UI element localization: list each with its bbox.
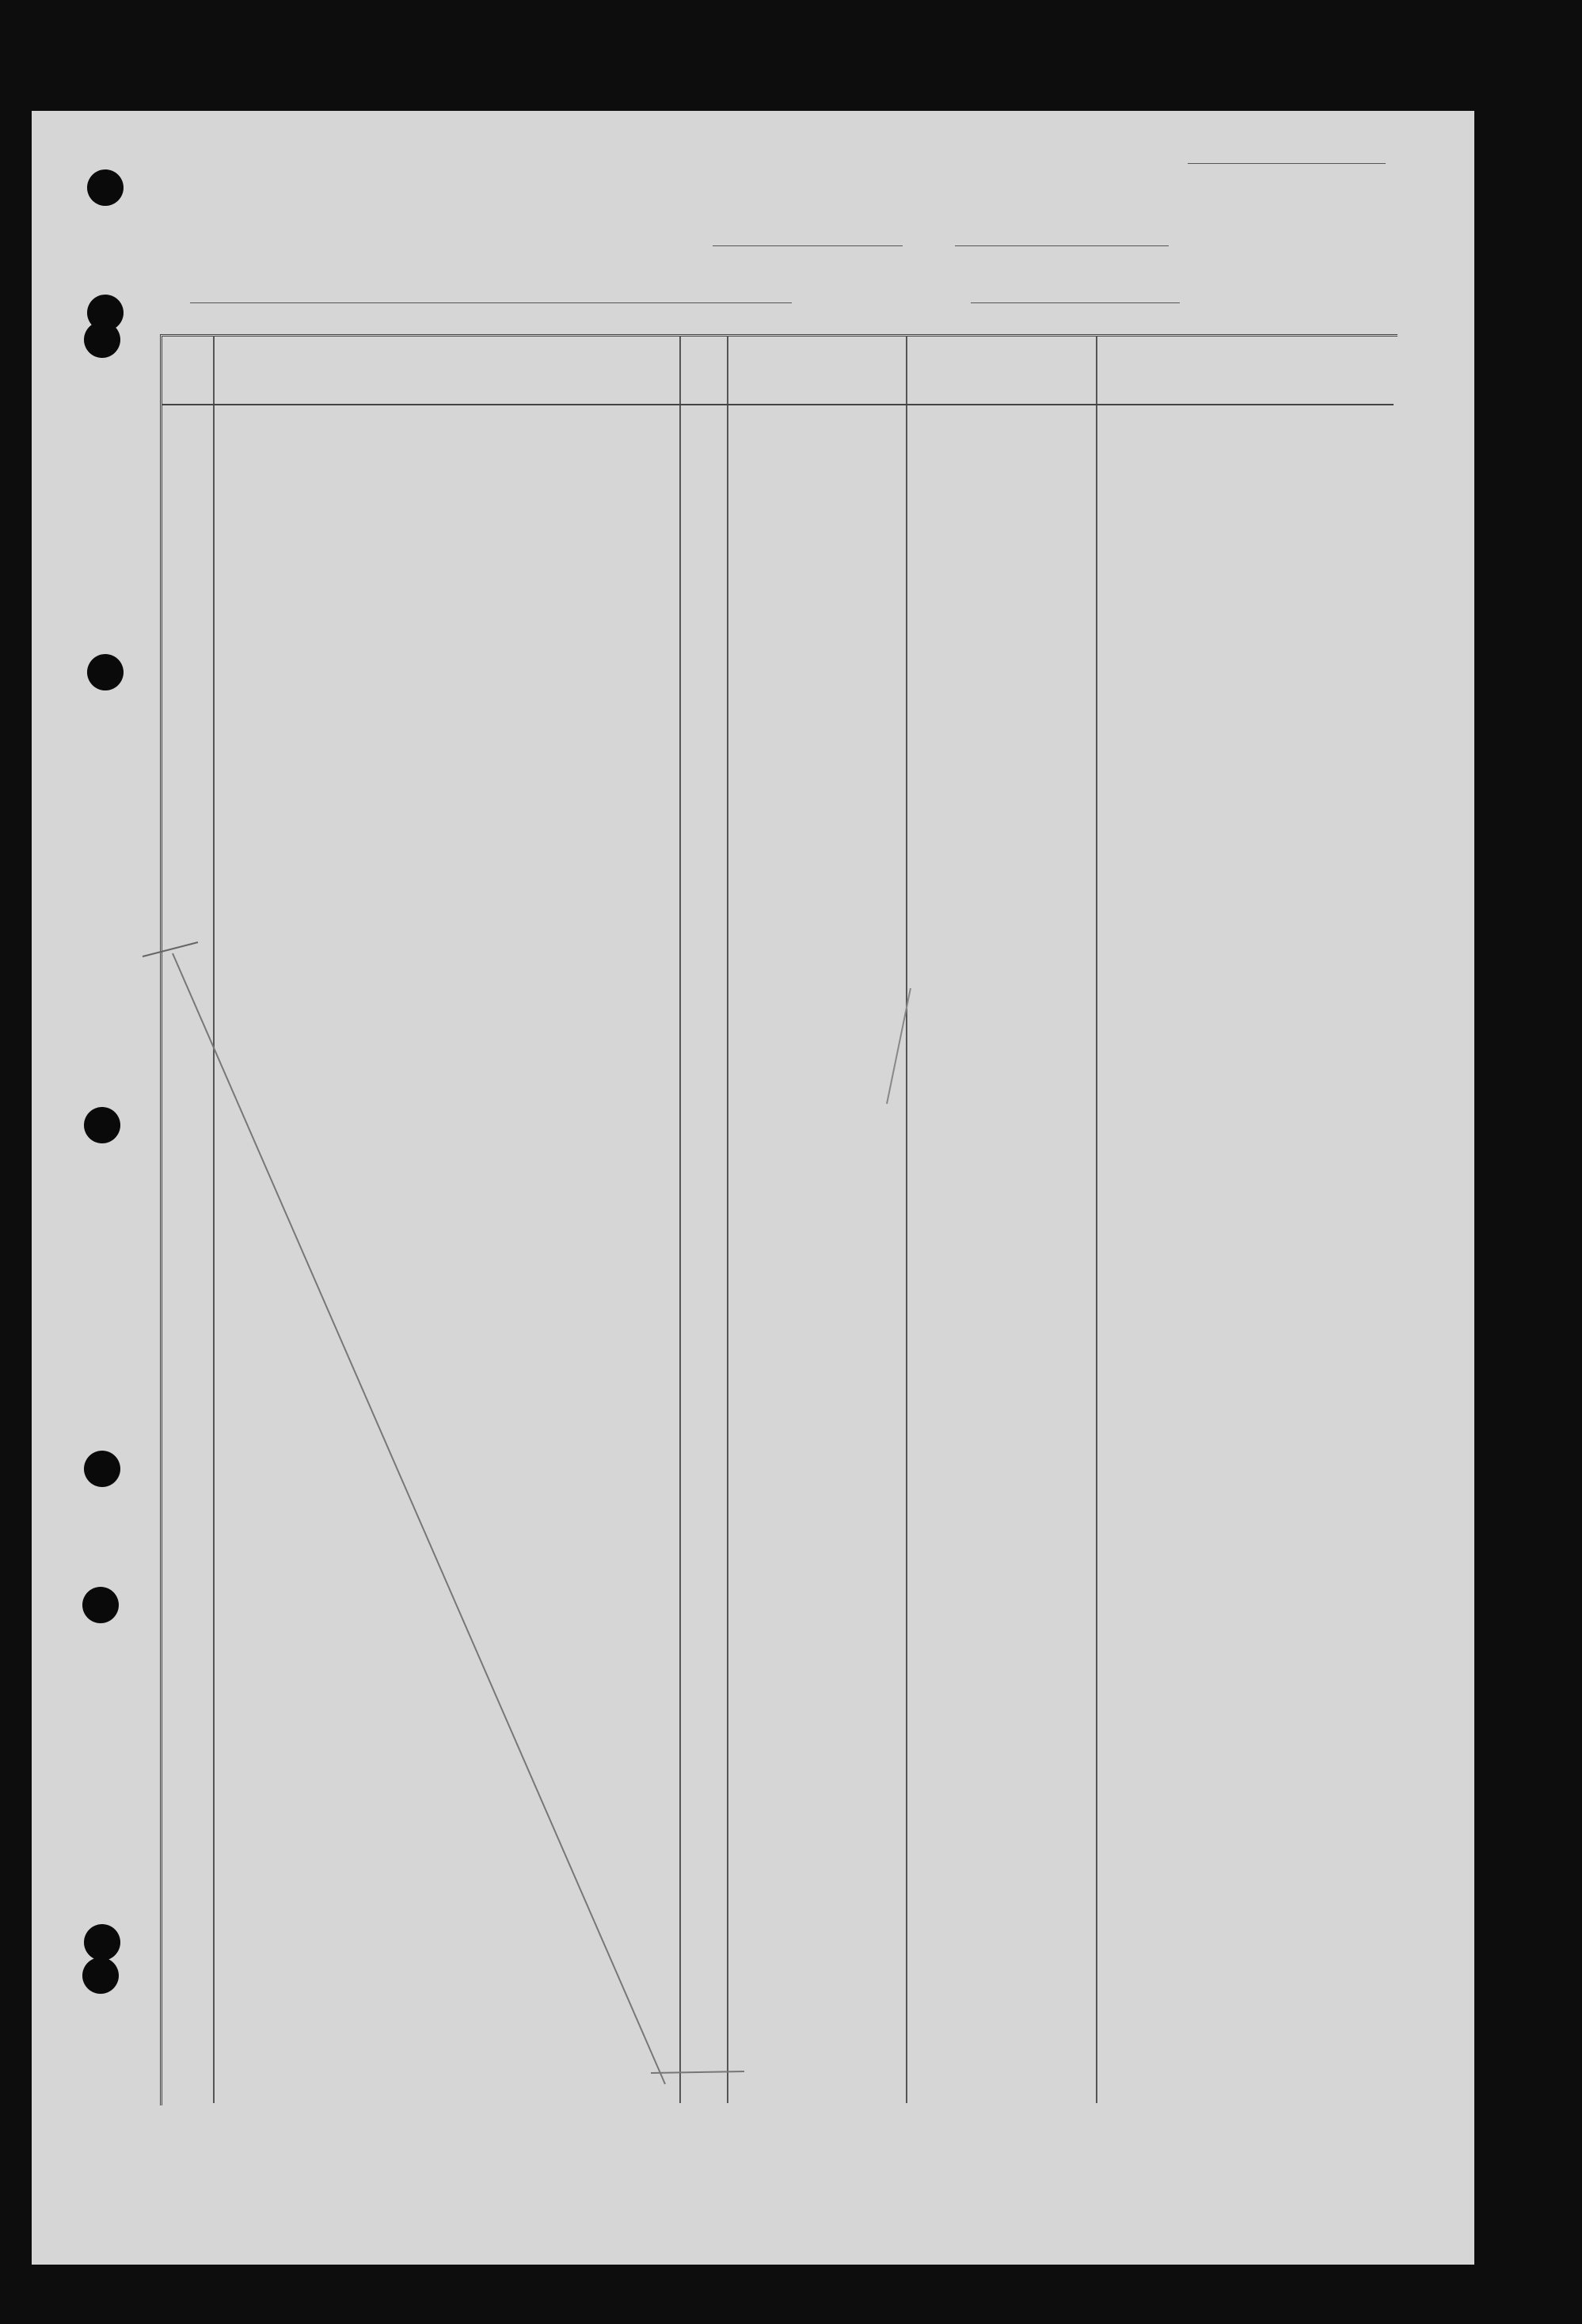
- manifest-sheet: [32, 111, 1474, 2265]
- cancellation-strokes: [32, 111, 1474, 2265]
